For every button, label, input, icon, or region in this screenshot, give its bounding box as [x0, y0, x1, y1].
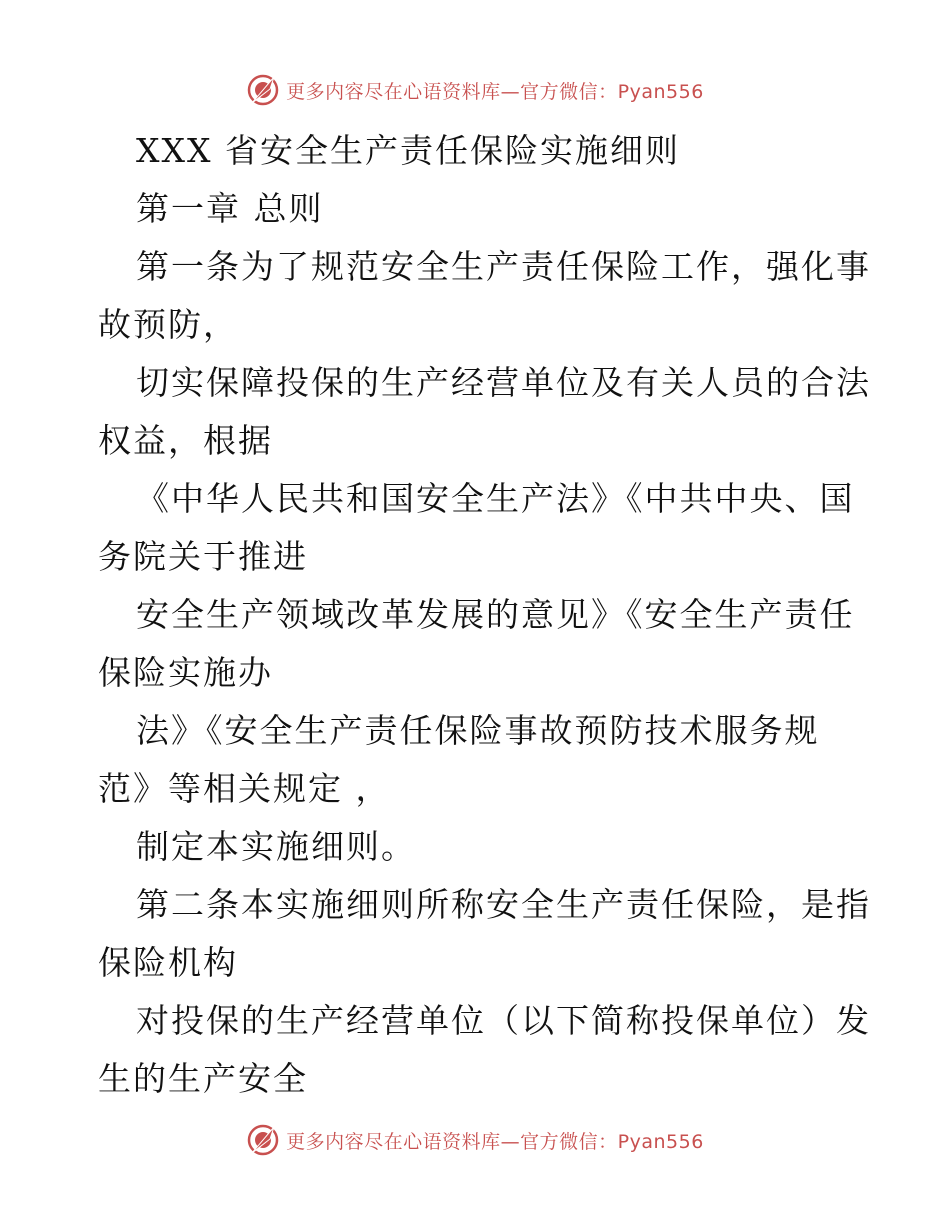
- doc-line: 第一条为了规范安全生产责任保险工作，强化事: [136, 247, 871, 286]
- doc-line: 对投保的生产经营单位（以下简称投保单位）发: [136, 1001, 871, 1040]
- watermark-text: 更多内容尽在心语资料库—官方微信：Pyan556: [286, 1130, 704, 1153]
- watermark-footer: [0, 1120, 950, 1160]
- doc-line: 《中华人民共和国安全生产法》《中共中央、国: [136, 479, 855, 518]
- doc-line: 安全生产领域改革发展的意见》《安全生产责任: [136, 595, 855, 634]
- doc-line: 制定本实施细则。: [136, 827, 416, 866]
- document-body: [98, 122, 871, 1108]
- watermark-text: 更多内容尽在心语资料库—官方微信：Pyan556: [286, 80, 704, 103]
- doc-line: 生的生产安全: [98, 1059, 308, 1098]
- doc-line: 权益，根据: [98, 421, 273, 460]
- doc-line: 法》《安全生产责任保险事故预防技术服务规: [136, 711, 820, 750]
- doc-line: 切实保障投保的生产经营单位及有关人员的合法: [136, 363, 871, 402]
- quill-logo-icon: [246, 1123, 280, 1157]
- doc-line: 保险机构: [98, 943, 238, 982]
- doc-line: 故预防，: [98, 305, 238, 344]
- doc-line: 第二条本实施细则所称安全生产责任保险，是指: [136, 885, 871, 924]
- doc-line: 范》等相关规定 ，: [98, 769, 391, 808]
- doc-line: 保险实施办: [98, 653, 273, 692]
- doc-title: XXX 省安全生产责任保险实施细则: [136, 131, 680, 170]
- quill-logo-icon: [246, 73, 280, 107]
- chapter-heading: 第一章 总则: [136, 189, 324, 228]
- doc-line: 务院关于推进: [98, 537, 308, 576]
- watermark-header: [0, 70, 950, 110]
